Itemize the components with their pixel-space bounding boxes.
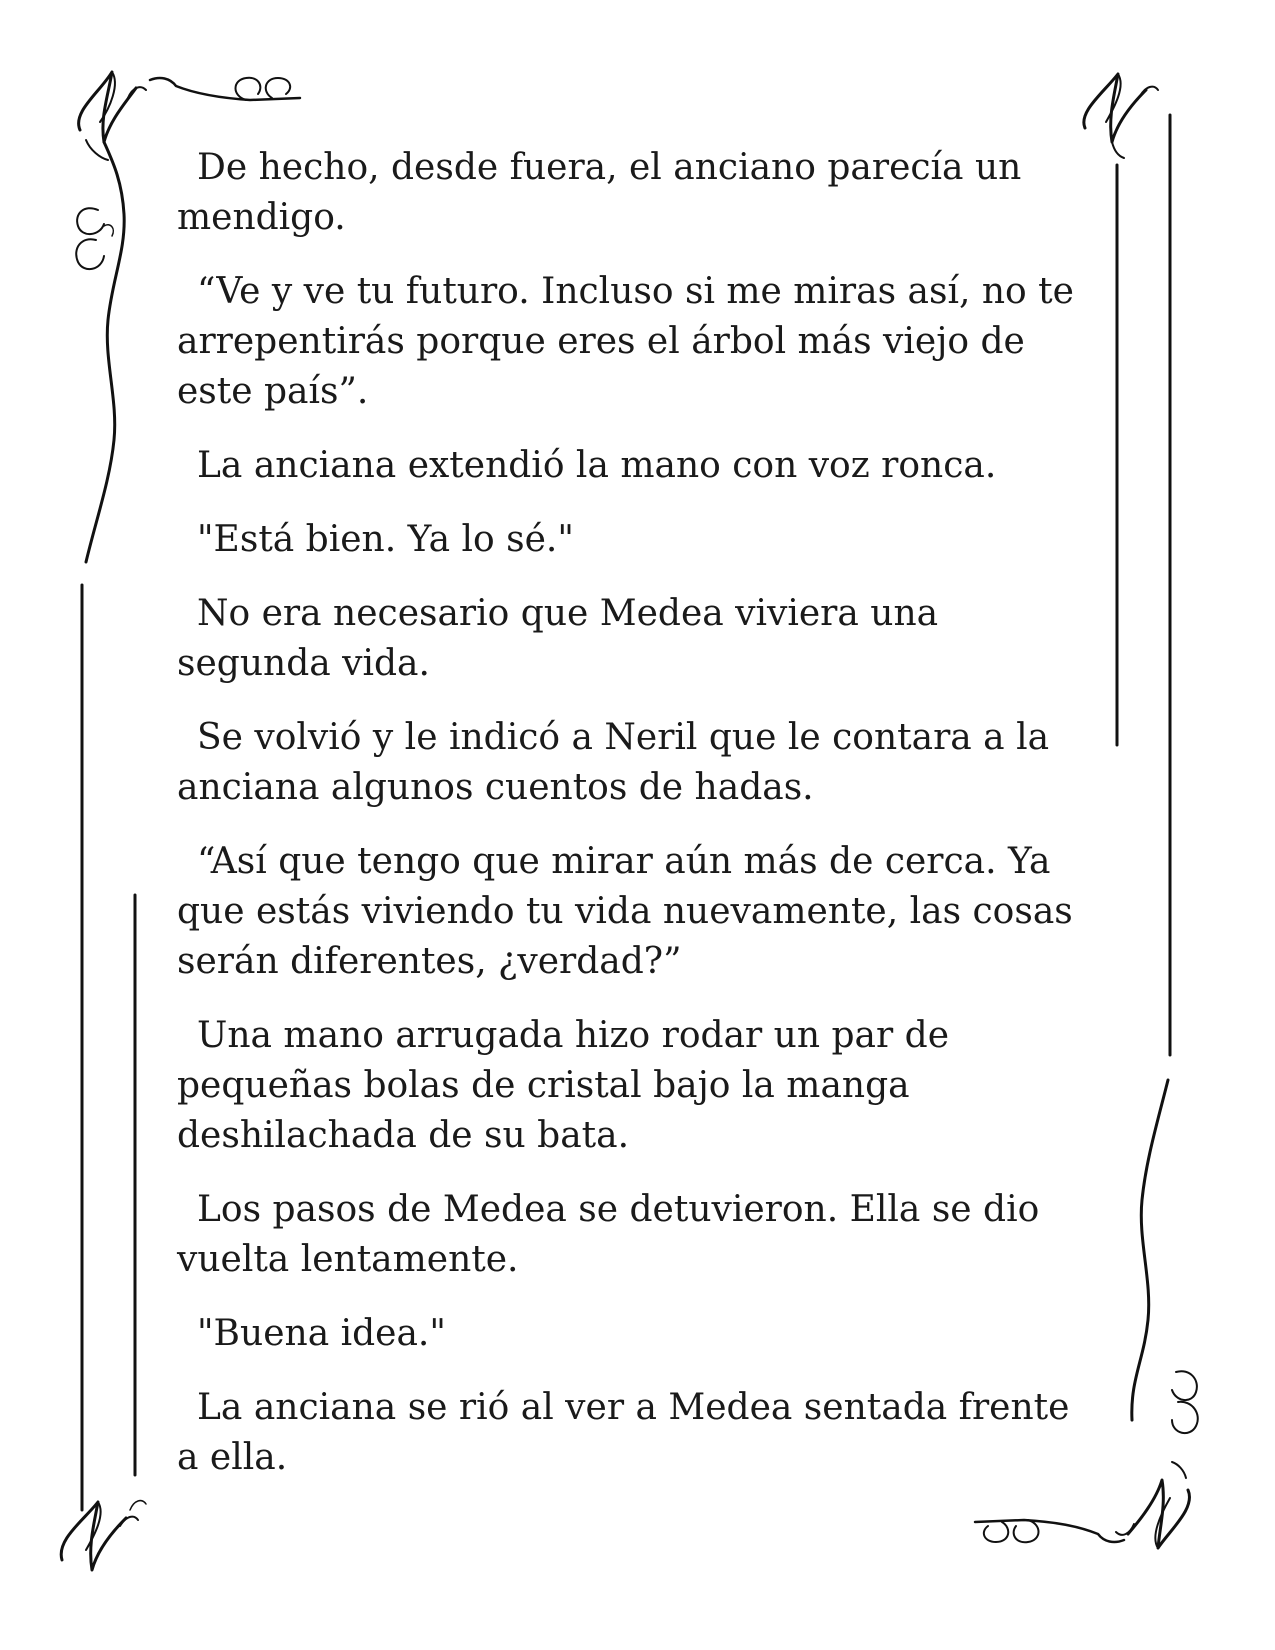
paragraph-11: La anciana se rió al ver a Medea sentada frente a ella. [177, 1387, 1070, 1478]
paragraph-5: No era necesario que Medea viviera una segunda vida. [177, 593, 939, 684]
paragraph-6: Se volvió y le indicó a Neril que le contara a la anciana algunos cuentos de hadas. [177, 717, 1050, 808]
paragraph-8: Una mano arrugada hizo rodar un par de pequeñas bolas de cristal bajo la manga deshilachada de su bata. [177, 1015, 950, 1156]
paragraph-9: Los pasos de Medea se detuvieron. Ella se dio vuelta lentamente. [177, 1189, 1040, 1280]
paragraph-10: "Buena idea." [197, 1313, 446, 1354]
ornament-bottom-left [61, 1501, 146, 1570]
story-text [177, 143, 1102, 1507]
paragraph-1: De hecho, desde fuera, el anciano parecía un mendigo. [177, 147, 1022, 238]
paragraph-7: “Así que tengo que mirar aún más de cerca. Ya que estás viviendo tu vida nuevamente, las cosas serán diferentes, ¿verdad?” [177, 841, 1073, 982]
paragraph-2: “Ve y ve tu futuro. Incluso si me miras así, no te arrepentirás porque eres el árbol más viejo de este país”. [177, 271, 1074, 412]
paragraph-4: "Está bien. Ya lo sé." [197, 519, 574, 560]
paragraph-3: La anciana extendió la mano con voz ronca. [197, 445, 997, 486]
